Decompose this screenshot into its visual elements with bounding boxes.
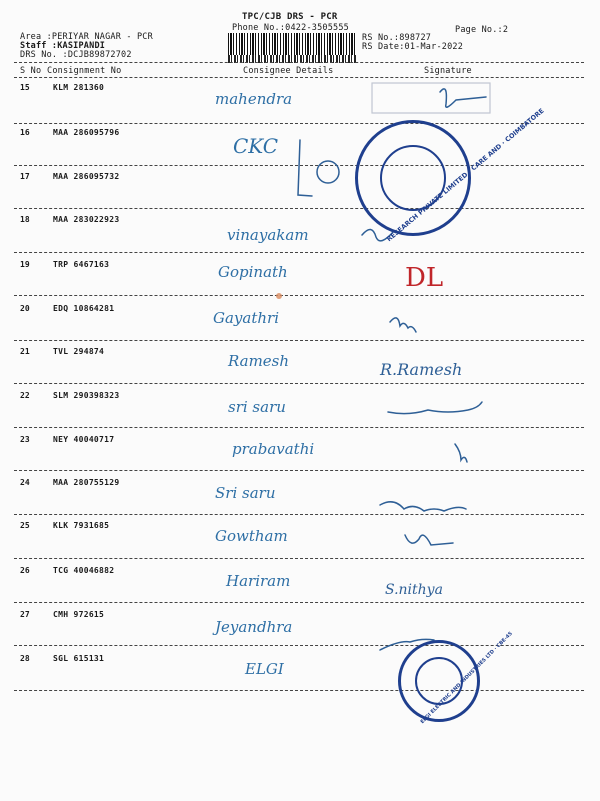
ink-speck (276, 293, 282, 299)
page-number: Page No.:2 (455, 25, 509, 35)
company-seal-stamp: RESEARCH PRIVATE LIMITED · CARE AND · COIMBATORE (355, 120, 471, 236)
row-consignment: KLK 7931685 (53, 521, 110, 530)
col-header-consignment: Consignment No (47, 66, 122, 76)
row-consignment: MAA 286095796 (53, 128, 120, 137)
row-sno: 20 (20, 304, 30, 313)
consignee-handwriting: Gopinath (218, 263, 288, 281)
col-header-signature: Signature (424, 66, 472, 76)
consignee-handwriting: Sri saru (215, 484, 276, 502)
consignee-handwriting: vinayakam (227, 226, 309, 244)
row-sno: 18 (20, 215, 30, 224)
consignee-handwriting: CKC (233, 134, 279, 158)
signature-handwriting: S.nithya (385, 582, 443, 598)
row-sno: 22 (20, 391, 30, 400)
signature-mark (317, 161, 339, 183)
row-sno: 19 (20, 260, 30, 269)
area-field: Area :PERIYAR NAGAR - PCR (20, 32, 153, 42)
rs-number: RS No.:898727 (362, 33, 432, 43)
signature-mark (388, 402, 482, 414)
rs-date: RS Date:01-Mar-2022 (362, 42, 464, 52)
signature-mark (405, 535, 453, 545)
signature-mark (390, 318, 416, 332)
consignee-handwriting: mahendra (215, 90, 293, 108)
row-sno: 28 (20, 654, 30, 663)
row-sno: 26 (20, 566, 30, 575)
consignee-handwriting: Gowtham (215, 527, 288, 545)
consignee-handwriting: sri saru (228, 398, 286, 416)
col-header-sno: S No (20, 66, 42, 76)
signature-mark (440, 89, 486, 107)
row-sno: 25 (20, 521, 30, 530)
signature-handwriting: R.Ramesh (380, 360, 463, 379)
consignee-handwriting: prabavathi (232, 440, 315, 458)
signature-handwriting: DL (405, 263, 444, 293)
row-consignment: TVL 294874 (53, 347, 105, 356)
col-header-consignee: Consignee Details (243, 66, 334, 76)
signature-mark (455, 444, 467, 462)
row-consignment: SLM 290398323 (53, 391, 120, 400)
row-sno: 16 (20, 128, 30, 137)
company-seal-stamp: ELGI ELECTRIC AND INDUSTRIES LTD · CBE-45 (398, 640, 480, 722)
consignee-handwriting: Gayathri (213, 309, 279, 327)
phone-number: Phone No.:0422-3505555 (232, 23, 349, 33)
signature-mark (298, 140, 312, 196)
row-consignment: SGL 615131 (53, 654, 105, 663)
document-title: TPC/CJB DRS - PCR (242, 12, 338, 22)
row-sno: 21 (20, 347, 30, 356)
row-consignment: TRP 6467163 (53, 260, 110, 269)
row-sno: 27 (20, 610, 30, 619)
row-consignment: TCG 40046882 (53, 566, 115, 575)
row-consignment: MAA 280755129 (53, 478, 120, 487)
row-sno: 17 (20, 172, 30, 181)
signature-mark (380, 502, 466, 511)
staff-field: Staff :KASIPANDI (20, 41, 106, 51)
drs-number: DRS No. :DCJB89872702 (20, 50, 132, 60)
row-sno: 23 (20, 435, 30, 444)
row-consignment: CMH 972615 (53, 610, 105, 619)
row-sno: 15 (20, 83, 30, 92)
consignee-handwriting: Jeyandhra (215, 618, 293, 636)
row-consignment: EDQ 10864281 (53, 304, 115, 313)
consignee-handwriting: Hariram (226, 572, 291, 590)
row-consignment: MAA 283022923 (53, 215, 120, 224)
row-sno: 24 (20, 478, 30, 487)
consignee-handwriting: Ramesh (228, 352, 290, 370)
row-consignment: MAA 286095732 (53, 172, 120, 181)
row-consignment: KLM 281360 (53, 83, 105, 92)
row-consignment: NEY 40040717 (53, 435, 115, 444)
consignee-handwriting: ELGI (245, 660, 284, 678)
